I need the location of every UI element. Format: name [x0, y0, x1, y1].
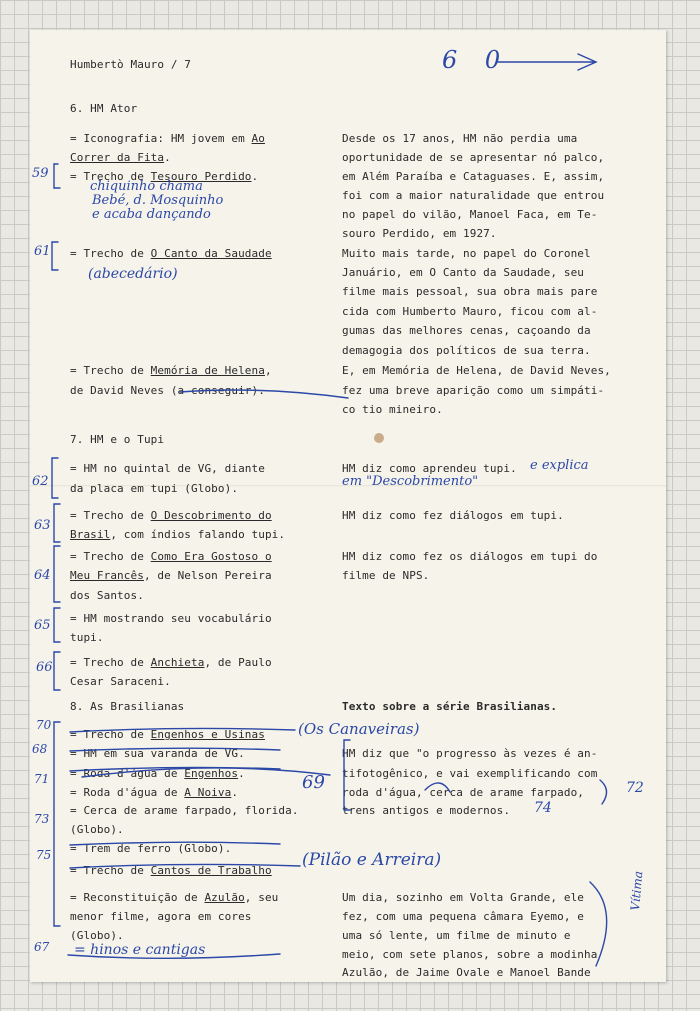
handwritten-number: 74 [534, 800, 552, 816]
s6-right-line: E, em Memória de Helena, de David Neves, [342, 364, 611, 377]
s8-right-line: fez, com uma pequena câmara Eyemo, e [342, 910, 585, 923]
s8-right-line: Azulão, de Jaime Ovale e Manoel Bande [342, 966, 591, 979]
handwritten-note: em "Descobrimento" [342, 474, 479, 489]
s8-left-line: = Cerca de arame farpado, florida. [70, 804, 299, 817]
s7-left-line: Brasil, com índios falando tupi. [70, 528, 286, 541]
s6-right-line: gumas das melhores cenas, caçoando da [342, 324, 591, 337]
s7-left-line: = HM no quintal de VG, diante [70, 462, 265, 475]
handwritten-number: 61 [34, 244, 51, 259]
handwritten-note: Bebé, d. Mosquinho [92, 193, 224, 208]
s8-right-line: Um dia, sozinho em Volta Grande, ele [342, 891, 585, 904]
handwritten-note: chiquinho chama [90, 179, 203, 194]
s6-right-line: fez uma breve aparição como um simpáti- [342, 384, 605, 397]
s6-right-line: filme mais pessoal, sua obra mais pare [342, 285, 598, 298]
s6-left-line: = Trecho de Memória de Helena, [70, 364, 272, 377]
handwritten-note: (Pilão e Arreira) [302, 850, 442, 870]
handwritten-number: 69 [302, 772, 325, 793]
section-8-heading: 8. As Brasilianas [70, 700, 185, 713]
s6-right-line: em Além Paraíba e Cataguases. E, assim, [342, 170, 605, 183]
page-header: Humbertò Mauro / 7 [70, 58, 192, 71]
s7-left-line: da placa em tupi (Globo). [70, 482, 239, 495]
s8-left-line: (Globo). [70, 823, 124, 836]
handwritten-number: 70 [36, 718, 52, 732]
s6-right-line: oportunidade de se apresentar nó palco, [342, 151, 605, 164]
s8-left-line: menor filme, agora em cores [70, 910, 252, 923]
s8-right-line: tifotogênico, e vai exemplificando com [342, 767, 598, 780]
s6-right-line: no papel do vilão, Manoel Faca, em Te- [342, 208, 598, 221]
s7-right-line: HM diz como fez diálogos em tupi. [342, 509, 564, 522]
s6-right-line: Januário, em O Canto da Saudade, seu [342, 266, 585, 279]
s7-left-line: Meu Francês, de Nelson Pereira [70, 569, 272, 582]
s6-right-line: foi com a maior naturalidade que entrou [342, 189, 605, 202]
s8-left-line: = Trem de ferro (Globo). [70, 842, 232, 855]
handwritten-number: 59 [32, 166, 49, 181]
s7-left-line: Cesar Saraceni. [70, 675, 171, 688]
section-7-heading: 7. HM e o Tupi [70, 433, 165, 446]
s7-left-line: = Trecho de O Descobrimento do [70, 509, 272, 522]
section-6-heading: 6. HM Ator [70, 102, 138, 115]
handwritten-number: 71 [34, 772, 50, 786]
s6-left-line: = Iconografia: HM jovem em Ao [70, 132, 265, 145]
s6-left-line: Correr da Fita. [70, 151, 171, 164]
typed-page [30, 30, 666, 982]
s6-right-line: cida com Humberto Mauro, ficou com al- [342, 305, 598, 318]
s8-left-line: = Trecho de Cantos de Trabalho [70, 864, 272, 877]
s7-right-line: filme de NPS. [342, 569, 430, 582]
handwritten-note: e explica [530, 458, 589, 473]
s8-left-line: = HM em sua varanda de VG. [70, 747, 245, 760]
s8-right-line: uma só lente, um filme de minuto e [342, 929, 571, 942]
handwritten-ink-strokes [30, 30, 666, 982]
s8-right-line: HM diz que "o progresso às vezes é an- [342, 747, 598, 760]
s8-right-line: Texto sobre a série Brasilianas. [342, 700, 558, 713]
s6-left-line: = Trecho de Tesouro Perdido. [70, 170, 259, 183]
s7-left-line: = HM mostrando seu vocabulário [70, 612, 272, 625]
handwritten-note: (Os Canaveiras) [298, 720, 420, 738]
s6-right-line: souro Perdido, em 1927. [342, 227, 497, 240]
s7-right-line: HM diz como aprendeu tupi. [342, 462, 517, 475]
s8-left-line: (Globo). [70, 929, 124, 942]
s8-right-line: roda d'água, cerca de arame farpado, [342, 786, 585, 799]
handwritten-number: 63 [34, 518, 51, 533]
s7-left-line: = Trecho de Como Era Gostoso o [70, 550, 272, 563]
s6-right-line: Muito mais tarde, no papel do Coronel [342, 247, 591, 260]
s8-left-line: = Roda d'água de Engenhos. [70, 767, 245, 780]
s6-left-line: = Trecho de O Canto da Saudade [70, 247, 272, 260]
s8-right-line: meio, com sete planos, sobre a modinha [342, 948, 598, 961]
s6-left-line: de David Neves (a conseguir). [70, 384, 265, 397]
s8-left-line: = Trecho de Engenhos e Usinas [70, 728, 265, 741]
handwritten-number: 75 [36, 848, 52, 862]
s8-left-line: = Reconstituição de Azulão, seu [70, 891, 279, 904]
s6-right-line: co tio mineiro. [342, 403, 443, 416]
s7-right-line: HM diz como fez os diálogos em tupi do [342, 550, 598, 563]
handwritten-note: = hinos e cantigas [74, 942, 206, 958]
handwritten-number: 67 [34, 940, 50, 954]
handwritten-note: (abecedário) [88, 266, 178, 282]
s7-left-line: tupi. [70, 631, 104, 644]
handwritten-number: 62 [32, 474, 49, 489]
handwritten-number: 73 [34, 812, 50, 826]
s8-left-line: = Roda d'água de A Noiva. [70, 786, 239, 799]
handwritten-number: 64 [34, 568, 51, 583]
handwritten-number: 68 [32, 742, 48, 756]
s6-right-line: Desde os 17 anos, HM não perdia uma [342, 132, 578, 145]
s7-left-line: dos Santos. [70, 589, 144, 602]
handwritten-note: Vítima [628, 870, 646, 912]
handwritten-number: 65 [34, 618, 51, 633]
handwritten-number: 66 [36, 660, 53, 675]
s7-left-line: = Trecho de Anchieta, de Paulo [70, 656, 272, 669]
s6-right-line: demagogia dos políticos de sua terra. [342, 344, 591, 357]
handwritten-number: 72 [626, 780, 644, 796]
handwritten-note: e acaba dançando [92, 207, 211, 222]
s8-right-line: trens antigos e modernos. [342, 804, 511, 817]
handwritten-page-number: 6 0 [442, 46, 511, 74]
